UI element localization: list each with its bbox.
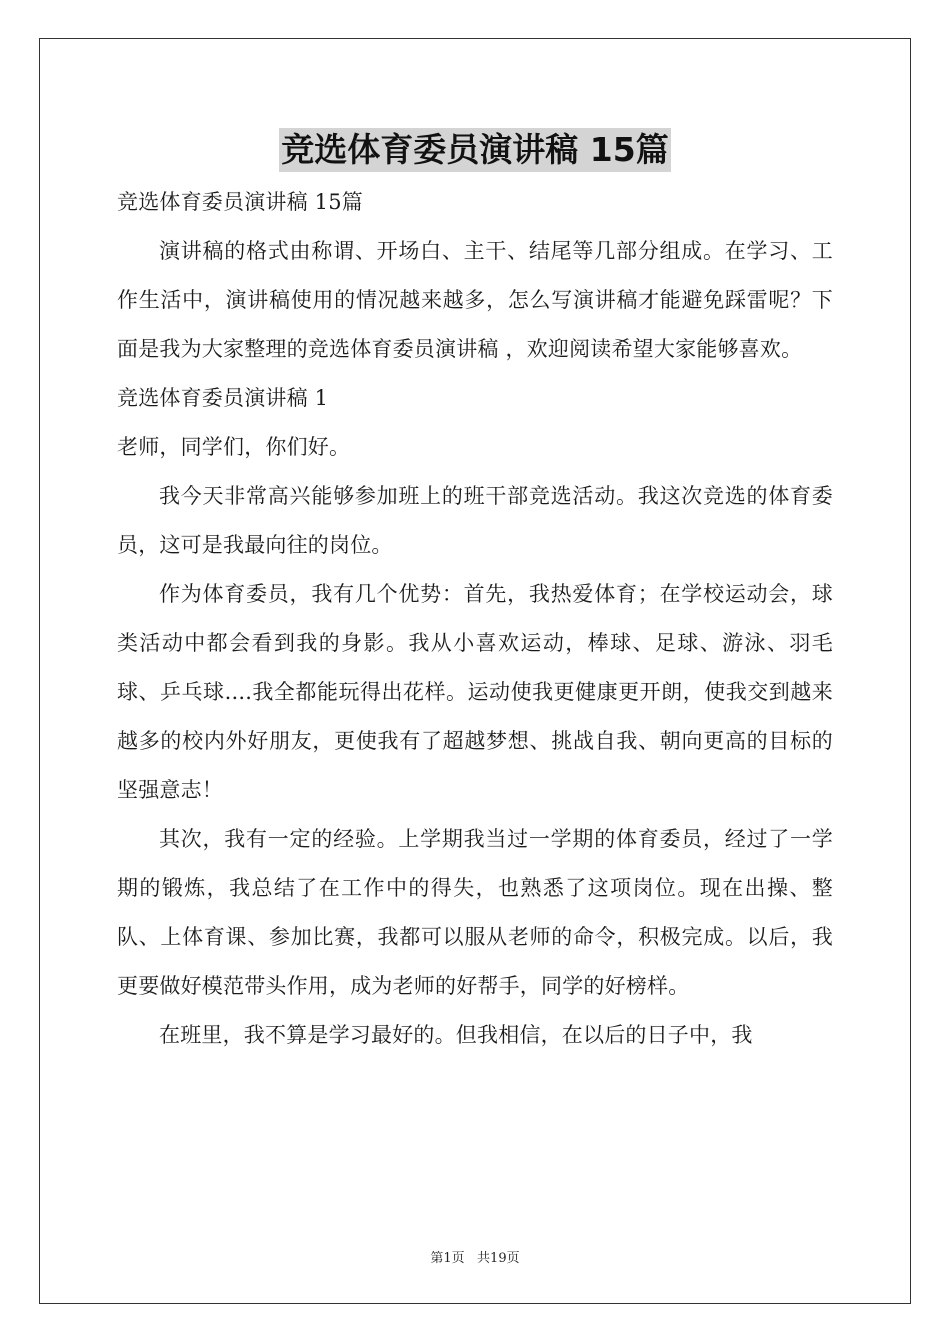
paragraph: 我今天非常高兴能够参加班上的班干部竞选活动。我这次竞选的体育委员，这可是我最向往的岗位。 bbox=[117, 484, 833, 557]
document-body bbox=[117, 178, 833, 1060]
paragraph: 演讲稿的格式由称谓、开场白、主干、结尾等几部分组成。在学习、工作生活中，演讲稿使用的情况越来越多，怎么写演讲稿才能避免踩雷呢？下面是我为大家整理的竞选体育委员演讲稿 ，欢迎阅读希望大家能够喜欢。 bbox=[117, 239, 833, 361]
document-title: 竞选体育委员演讲稿 15篇 bbox=[279, 128, 670, 172]
section-heading: 竞选体育委员演讲稿 1 bbox=[117, 386, 329, 410]
title-area bbox=[0, 128, 950, 172]
paragraph: 在班里，我不算是学习最好的。但我相信，在以后的日子中，我 bbox=[159, 1023, 753, 1047]
paragraph: 作为体育委员，我有几个优势：首先，我热爱体育；在学校运动会，球类活动中都会看到我的身影。我从小喜欢运动，棒球、足球、游泳、羽毛球、乒乓球....我全都能玩得出花样。运动使我更健康更开朗，使我交到越来越多的校内外好朋友，更使我有了超越梦想、挑战自我、朝向更高的目标的坚强意志！ bbox=[117, 582, 833, 802]
page-footer bbox=[0, 1247, 950, 1266]
paragraph: 竞选体育委员演讲稿 15篇 bbox=[117, 190, 363, 214]
page-number: 第1页 共19页 bbox=[430, 1251, 520, 1266]
paragraph: 老师，同学们，你们好。 bbox=[117, 435, 351, 459]
paragraph: 其次，我有一定的经验。上学期我当过一学期的体育委员，经过了一学期的锻炼，我总结了在工作中的得失，也熟悉了这项岗位。现在出操、整队、上体育课、参加比赛，我都可以服从老师的命令，积极完成。以后，我更要做好模范带头作用，成为老师的好帮手，同学的好榜样。 bbox=[117, 827, 833, 998]
